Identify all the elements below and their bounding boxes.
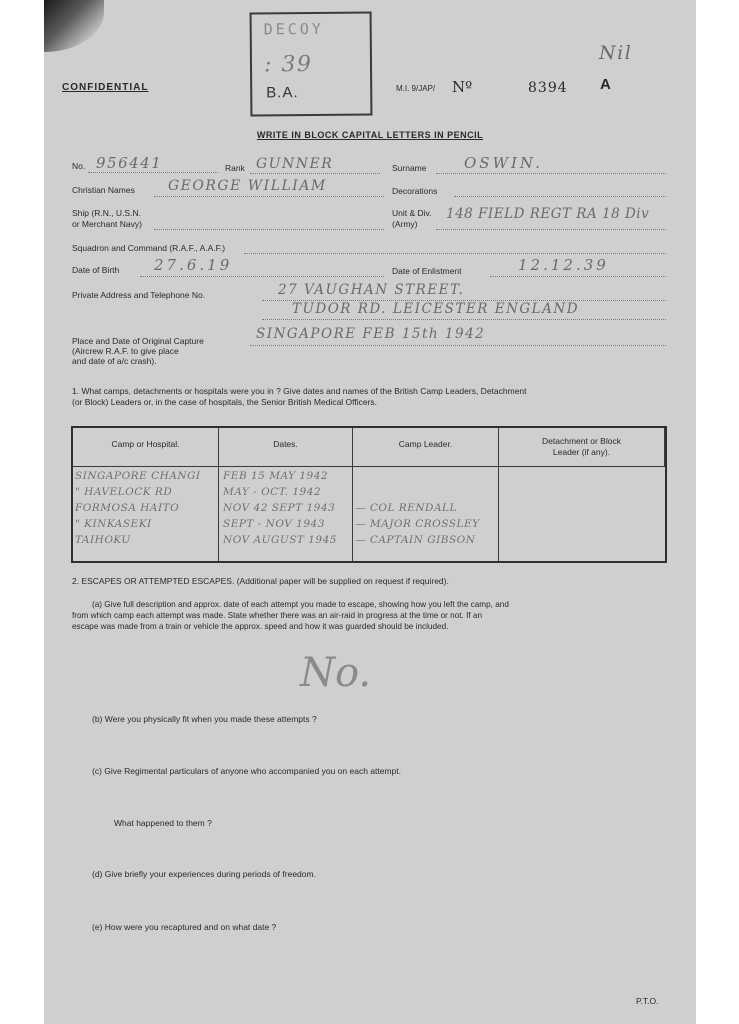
christian-names-value: GEORGE WILLIAM xyxy=(168,178,327,194)
table-cell-camp: " HAVELOCK RD xyxy=(75,486,173,498)
table-cell-leader: — MAJOR CROSSLEY xyxy=(355,518,480,530)
dotted-line xyxy=(436,229,666,230)
table-header-rule xyxy=(73,466,665,467)
dotted-line xyxy=(244,253,666,254)
column-header-camp: Camp or Hospital. xyxy=(73,428,219,466)
date-of-birth-label: Date of Birth xyxy=(72,265,120,275)
service-number-value: 956441 xyxy=(96,154,163,172)
unit-label-sub: (Army) xyxy=(392,219,418,229)
service-number-label: No. xyxy=(72,161,86,171)
question-2d: (d) Give briefly your experiences during periods of freedom. xyxy=(92,869,316,879)
dotted-line xyxy=(262,319,666,320)
table-cell-leader: — CAPTAIN GIBSON xyxy=(355,534,476,546)
surname-label: Surname xyxy=(392,163,427,173)
column-header-detachment-text: Detachment or Block Leader (if any). xyxy=(542,436,621,457)
camps-table xyxy=(71,426,667,563)
corner-note: Nil xyxy=(599,42,633,64)
serial-number-label: Nº xyxy=(452,78,473,96)
capture-label-sub2: and date of a/c crash). xyxy=(72,356,157,366)
capture-value: SINGAPORE FEB 15th 1942 xyxy=(256,326,486,342)
address-label: Private Address and Telephone No. xyxy=(72,290,206,300)
dotted-line xyxy=(250,345,666,346)
form-reference: M.I. 9/JAP/ xyxy=(396,84,436,93)
table-cell-dates: FEB 15 MAY 1942 xyxy=(223,470,329,482)
question-2-title: 2. ESCAPES OR ATTEMPTED ESCAPES. (Additional paper will be supplied on request if required). xyxy=(72,576,449,586)
rank-value: GUNNER xyxy=(256,156,334,172)
surname-value: OSWIN. xyxy=(464,154,543,172)
question-2b: (b) Were you physically fit when you made these attempts ? xyxy=(92,714,317,724)
dotted-line xyxy=(154,229,384,230)
question-2e: (e) How were you recaptured and on what date ? xyxy=(92,922,277,932)
ship-label-sub: or Merchant Navy) xyxy=(72,219,142,229)
office-stamp xyxy=(250,11,373,116)
dotted-line xyxy=(490,276,666,277)
table-cell-dates: MAY - OCT. 1942 xyxy=(223,486,322,498)
squadron-label: Squadron and Command (R.A.F., A.A.F.) xyxy=(72,243,226,253)
question-2a-line-1: (a) Give full description and approx. date of each attempt you made to escape, showing how you left the camp, and xyxy=(92,600,509,609)
date-of-enlistment-value: 12.12.39 xyxy=(518,256,609,274)
date-of-birth-value: 27.6.19 xyxy=(154,256,233,274)
question-2c-sub: What happened to them ? xyxy=(114,818,212,828)
table-cell-dates: NOV AUGUST 1945 xyxy=(223,534,337,546)
address-line-2: TUDOR RD. LEICESTER ENGLAND xyxy=(292,301,580,317)
decorations-label: Decorations xyxy=(392,186,438,196)
question-2a-line-2: from which camp each attempt was made. State whether there was an air-raid in progress at the time or not. If an xyxy=(72,611,483,620)
address-line-1: 27 VAUGHAN STREET. xyxy=(278,282,465,298)
stamp-top-text: DECOY xyxy=(263,19,324,39)
table-cell-camp: SINGAPORE CHANGI xyxy=(75,470,201,482)
dotted-line xyxy=(140,276,384,277)
dotted-line xyxy=(454,196,666,197)
christian-names-label: Christian Names xyxy=(72,185,135,195)
dotted-line xyxy=(436,173,666,174)
question-2a-line-3: escape was made from a train or vehicle the approx. speed and how it was guarded should be included. xyxy=(72,622,449,631)
rank-label: Rank xyxy=(225,163,245,173)
unit-value: 148 FIELD REGT RA 18 Div xyxy=(446,206,650,222)
answer-2a: No. xyxy=(300,650,372,696)
please-turn-over: P.T.O. xyxy=(636,996,659,1006)
form-instruction-text: WRITE IN BLOCK CAPITAL LETTERS IN PENCIL xyxy=(256,130,484,140)
table-cell-camp: TAIHOKU xyxy=(75,534,131,546)
dotted-line xyxy=(154,196,384,197)
stamp-office: B.A. xyxy=(266,84,299,102)
column-header-camp-leader: Camp Leader. xyxy=(353,428,499,466)
capture-label: Place and Date of Original Capture xyxy=(72,336,204,346)
form-instruction xyxy=(44,130,696,140)
unit-label: Unit & Div. xyxy=(392,208,432,218)
column-divider xyxy=(352,466,353,561)
dotted-line xyxy=(88,172,218,173)
serial-number-value: 8394 xyxy=(528,80,568,96)
column-divider xyxy=(498,466,499,561)
table-cell-dates: NOV 42 SEPT 1943 xyxy=(223,502,336,514)
capture-label-sub1: (Aircrew R.A.F. to give place xyxy=(72,346,179,356)
table-cell-camp: " KINKASEKI xyxy=(75,518,152,530)
question-1-line-2: (or Block) Leaders or, in the case of hospitals, the Senior British Medical Officers. xyxy=(72,397,378,407)
table-cell-leader: — COL RENDALL xyxy=(355,502,457,514)
document-page xyxy=(44,0,696,1024)
column-header-dates: Dates. xyxy=(219,428,353,466)
question-2c: (c) Give Regimental particulars of anyone who accompanied you on each attempt. xyxy=(92,766,401,776)
table-cell-dates: SEPT - NOV 1943 xyxy=(223,518,325,530)
table-cell-camp: FORMOSA HAITO xyxy=(75,502,180,514)
scan-shadow xyxy=(44,0,104,52)
column-header-detachment-leader xyxy=(499,428,665,466)
date-of-enlistment-label: Date of Enlistment xyxy=(392,266,462,276)
question-1-line-1: 1. What camps, detachments or hospitals were you in ? Give dates and names of the British Camp Leaders, Detachment xyxy=(72,386,527,396)
serial-suffix: A xyxy=(600,76,611,93)
ship-label: Ship (R.N., U.S.N. xyxy=(72,208,141,218)
dotted-line xyxy=(250,173,380,174)
stamp-middle-text: : 39 xyxy=(263,51,313,78)
column-divider xyxy=(218,466,219,561)
confidential-label: CONFIDENTIAL xyxy=(62,82,149,93)
